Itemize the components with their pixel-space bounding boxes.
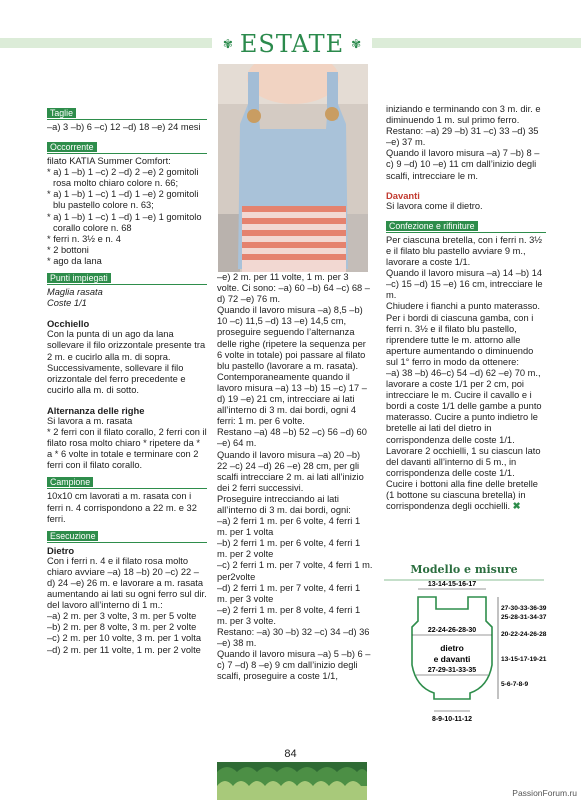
list-item: filato KATIA Summer Comfort:: [47, 156, 171, 167]
section-campione: [47, 477, 207, 489]
taglie-text: –a) 3 –b) 6 –c) 12 –d) 18 –e) 24 mesi: [47, 122, 201, 132]
confezione-text: [386, 235, 546, 512]
dietro-text: Con i ferri n. 4 e il filato rosa molto chiaro avviare –a) 18 –b) 20 –c) 22 –d) 24 –e) 26 m. e lavorare a m. rasata aumentando ai lati su ogni ferro sul dir. del lavoro all’interno di 1 m.:: [47, 555, 207, 611]
flower-icon: ✾: [222, 37, 233, 51]
list-item: * a) 1 –b) 1 –c) 1 –d) 1 –e) 1 gomitolo: [47, 211, 202, 222]
end-mark-icon: ✖: [512, 501, 521, 512]
measure-lower: 27-29-31-33-35: [427, 667, 477, 674]
diagram-label-dietro: dietro: [440, 643, 464, 653]
section-label: Punti impiegati: [47, 273, 111, 283]
section-esecuzione: [47, 531, 207, 543]
measure-right-1: 27-30-33-36-39: [501, 605, 547, 612]
page-title: ESTATE: [239, 30, 345, 58]
measure-width: 22-24-26-28-30: [427, 627, 477, 634]
section-label: Confezione e rifiniture: [386, 221, 478, 231]
alternanza-title: Alternanza delle righe: [47, 404, 145, 416]
column-right: [386, 104, 546, 512]
flower-icon: ✾: [351, 37, 362, 51]
diagram-title: Modello e misure: [410, 563, 518, 576]
punti-item: Maglia rasata: [47, 287, 103, 298]
list-item: rosa molto chiaro colore n. 66;: [53, 178, 179, 189]
section-label: Taglie: [47, 108, 76, 118]
pattern-diagram: [384, 565, 559, 730]
list-item: blu pastello colore n. 63;: [53, 200, 154, 211]
watermark: PassionForum.ru: [512, 788, 577, 798]
measure-bottom: 8-9-10-11-12: [431, 716, 473, 723]
footer-foliage: [217, 762, 367, 800]
diagram-label-davanti: e davanti: [433, 654, 471, 664]
column-middle: [217, 272, 373, 682]
list-item: corallo colore n. 68: [53, 222, 132, 233]
page-header: [0, 22, 581, 66]
campione-text: 10x10 cm lavorati a m. rasata con i ferri n. 4 corrispondono a 22 m. e 32 ferri.: [47, 491, 197, 524]
section-label: Esecuzione: [47, 531, 98, 541]
section-taglie: [47, 108, 207, 120]
measure-top: 13-14-15-16-17: [427, 581, 477, 588]
section-punti: [47, 273, 207, 285]
measure-right-3: 20-22-24-26-28: [501, 631, 547, 638]
davanti-title: Davanti: [386, 189, 420, 201]
punti-item: Coste 1/1: [47, 298, 87, 309]
measure-right-2: 25-28-31-34-37: [501, 614, 547, 621]
section-occorrente: [47, 142, 207, 154]
davanti-text: Si lavora come il dietro.: [386, 200, 483, 211]
column-left: [47, 104, 207, 656]
dietro-line: –b) 2 m. per 8 volte, 3 m. per 2 volte: [47, 622, 197, 633]
list-item: * a) 1 –b) 1 –c) 1 –d) 1 –e) 2 gomitoli: [47, 189, 199, 200]
list-item: * a) 1 –b) 1 –c) 2 –d) 2 –e) 2 gomitoli: [47, 167, 199, 178]
list-item: * ago da lana: [47, 255, 102, 266]
baby-illustration: [218, 64, 368, 272]
section-label: Occorrente: [47, 142, 97, 152]
page-number: 84: [284, 748, 297, 760]
alternanza-text: Si lavora a m. rasata * 2 ferri con il filato corallo, 2 ferri con il filato rosa molto chiaro * ripetere da * a * 6 volte in totale e terminare con 2 ferri con il filato corallo.: [47, 415, 207, 471]
measure-right-4: 13-15-17-19-21: [501, 656, 547, 663]
section-label: Campione: [47, 477, 93, 487]
baby-photo: [218, 64, 368, 272]
dietro-line: –c) 2 m. per 10 volte, 3 m. per 1 volta: [47, 633, 201, 644]
measure-right-5: 5-6-7-8-9: [501, 681, 529, 688]
header-title-wrap: [212, 22, 372, 66]
list-item: * 2 bottoni: [47, 244, 89, 255]
occhiello-text: Con la punta di un ago da lana sollevare il filo orizzontale presente tra 2 m. e cucirlo alla m. di sopra. Successivamente, sollevare il filo orizzontale del ferro precedente e cucirlo alla m. di sotto.: [47, 329, 206, 395]
dietro-line: –a) 2 m. per 3 volte, 3 m. per 5 volte: [47, 611, 197, 622]
occorrente-list: [47, 156, 207, 267]
occhiello-title: Occhiello: [47, 318, 90, 330]
confezione-body: Per ciascuna bretella, con i ferri n. 3½ e il filato blu pastello avviare 9 m., lavorare a coste 1/1. Quando il lavoro misura –a) 14 –b) 14 –c) 15 –d) 15 –e) 16 cm, intrecciare le m. Chiudere i fianchi a punto materasso. Per i bordi di ciascuna gamba, con i ferri n. 3½ e il filato blu pastello, riprendere tutte le m. attorno alle aperture aumentando o diminuendo sul 1° ferro in modo da ottenere: –a) 38 –b) 46–c) 54 –d) 62 –e) 70 m., lavorare a coste 1/1 per 2 cm, poi intrecciare le m. Cucire il cavallo e i bordi a coste 1/1 delle gambe a punto materasso. Cucire a punto indietro le bretelle ai lati del dietro in corrispondenza delle coste 1/1. Lavorare 2 occhielli, 1 su ciascun lato del davanti all’interno di 5 m., in corrispondenza delle coste 1/1. Cucire i bottoni alla fine delle bretelle (1 bottone su ciascuna bretella) in corrispondenza degli occhielli.: [386, 234, 543, 512]
col2-text: –e) 2 m. per 11 volte, 1 m. per 3 volte. Ci sono: –a) 60 –b) 64 –c) 68 –d) 72 –e) 76 m. Quando il lavoro misura –a) 8,5 –b) 10 –c) 11,5 –d) 13 –e) 14,5 cm, proseguire seguendo l’alternanza delle righe (ripetere la sequenza per 6 volte in totale) poi passare al filato blu pastello (lavorare a m. rasata). Contemporaneamente quando il lavoro misura –a) 13 –b) 15 –c) 17 –d) 19 –e) 21 cm, intrecciare ai lati all’interno di 3 m. dai bordi, ogni 4 ferri: 1 m. per 6 volte. Restano –a) 48 –b) 52 –c) 56 –d) 60 –e) 64 m. Quando il lavoro misura –a) 20 –b) 22 –c) 24 –d) 26 –e) 28 cm, per gli scalfi intrecciare 2 m. ai lati all’inizio dei 2 ferri successivi. Proseguire intrecciando ai lati all’interno di 3 m. dai bordi, ogni: –a) 2 ferri 1 m. per 6 volte, 4 ferri 1 m. per 1 volta –b) 2 ferri 1 m. per 6 volte, 4 ferri 1 m. per 2 volte –c) 2 ferri 1 m. per 7 volte, 4 ferri 1 m. per2volte –d) 2 ferri 1 m. per 7 volte, 4 ferri 1 m. per 3 volte –e) 2 ferri 1 m. per 8 volte, 4 ferri 1 m. per 3 volte. Restano: –a) 30 –b) 32 –c) 34 –d) 36 –e) 38 m. Quando il lavoro misura –a) 5 –b) 6 –c) 7 –d) 8 –e) 9 cm dall’inizio degli scalfi, proseguire a coste 1/1,: [217, 272, 373, 682]
col3-text-top: iniziando e terminando con 3 m. dir. e diminuendo 1 m. sul primo ferro. Restano: –a) 29 –b) 31 –c) 33 –d) 35 –e) 37 m. Quando il lavoro misura –a) 7 –b) 8 –c) 9 –d) 10 –e) 11 cm dall’inizio degli scalfi, intrecciare le m.: [386, 104, 541, 181]
dietro-title: Dietro: [47, 544, 75, 556]
list-item: * ferri n. 3½ e n. 4: [47, 233, 121, 244]
dietro-line: –d) 2 m. per 11 volte, 1 m. per 2 volte: [47, 644, 201, 655]
section-confezione: [386, 221, 546, 233]
